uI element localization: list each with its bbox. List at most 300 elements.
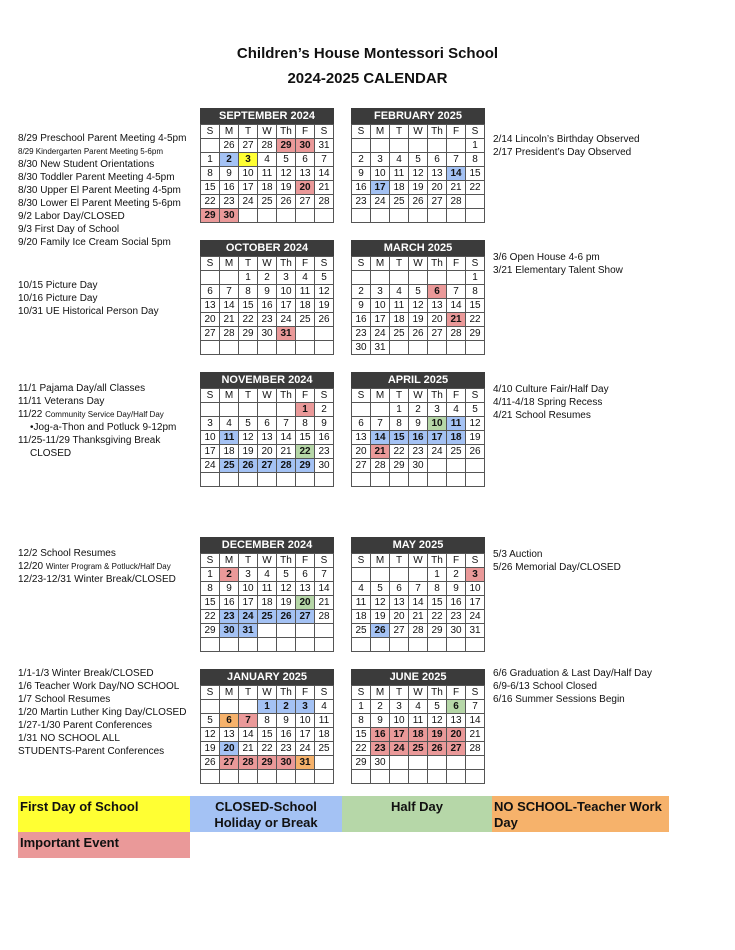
day-cell: 5 [277, 153, 296, 167]
note-line: 4/21 School Resumes [493, 410, 591, 421]
week-row [201, 327, 334, 341]
day-cell: 12 [371, 596, 390, 610]
week-row [201, 568, 334, 582]
day-cell: 8 [352, 714, 371, 728]
day-cell: 27 [296, 610, 315, 624]
empty-cell [220, 403, 239, 417]
day-cell: 24 [277, 313, 296, 327]
note-line: 5/3 Auction [493, 549, 543, 560]
day-cell: 9 [220, 167, 239, 181]
weekday-header: S [466, 125, 485, 139]
weekday-header: W [409, 125, 428, 139]
day-cell: 4 [258, 568, 277, 582]
empty-cell [296, 638, 315, 652]
note-line: 9/3 First Day of School [18, 224, 120, 235]
empty-cell [201, 638, 220, 652]
empty-cell [352, 403, 371, 417]
day-cell: 27 [220, 756, 239, 770]
day-cell: 17 [201, 445, 220, 459]
empty-cell [447, 271, 466, 285]
empty-cell [371, 139, 390, 153]
month-header: DECEMBER 2024 [200, 537, 334, 553]
note-line: STUDENTS-Parent Conferences [18, 746, 165, 757]
weekday-header: W [258, 125, 277, 139]
empty-cell [428, 638, 447, 652]
day-cell: 18 [258, 181, 277, 195]
day-cell: 22 [296, 445, 315, 459]
weekday-header: M [220, 257, 239, 271]
note-line: 9/2 Labor Day/CLOSED [18, 211, 125, 222]
day-cell: 20 [258, 445, 277, 459]
weekday-header: Th [428, 686, 447, 700]
empty-cell [466, 756, 485, 770]
weekday-header: S [315, 257, 334, 271]
empty-cell [447, 139, 466, 153]
day-cell: 28 [371, 459, 390, 473]
day-cell: 4 [296, 271, 315, 285]
day-cell: 5 [315, 271, 334, 285]
week-row [201, 139, 334, 153]
day-cell: 8 [466, 153, 485, 167]
week-row [201, 431, 334, 445]
day-cell: 4 [258, 153, 277, 167]
day-cell: 15 [201, 596, 220, 610]
day-cell: 28 [315, 610, 334, 624]
month-nov [200, 372, 334, 487]
weekday-header: S [315, 389, 334, 403]
month-oct [200, 240, 334, 355]
empty-cell [390, 568, 409, 582]
empty-cell [371, 473, 390, 487]
day-cell: 14 [466, 714, 485, 728]
notes-january [18, 667, 186, 758]
day-cell: 22 [466, 181, 485, 195]
month-header: APRIL 2025 [351, 372, 485, 388]
day-cell: 2 [277, 700, 296, 714]
day-cell: 29 [201, 624, 220, 638]
legend-closed: CLOSED-School Holiday or Break [190, 796, 342, 832]
day-cell: 5 [277, 568, 296, 582]
week-row [201, 181, 334, 195]
week-row [201, 610, 334, 624]
weekday-header: M [371, 554, 390, 568]
empty-cell [296, 327, 315, 341]
note-line: 2/17 President’s Day Observed [493, 147, 632, 158]
day-cell: 19 [239, 445, 258, 459]
weekday-header: S [315, 125, 334, 139]
day-cell: 16 [220, 181, 239, 195]
day-cell: 10 [371, 167, 390, 181]
day-cell: 8 [239, 285, 258, 299]
day-cell: 27 [390, 624, 409, 638]
weekday-header: S [466, 389, 485, 403]
day-cell: 20 [428, 313, 447, 327]
day-cell: 5 [466, 403, 485, 417]
day-cell: 10 [466, 582, 485, 596]
day-cell: 26 [277, 195, 296, 209]
day-cell: 21 [315, 181, 334, 195]
empty-cell [315, 341, 334, 355]
day-cell: 16 [352, 313, 371, 327]
day-cell: 3 [201, 417, 220, 431]
day-cell: 27 [239, 139, 258, 153]
day-cell: 26 [409, 327, 428, 341]
day-cell: 26 [239, 459, 258, 473]
empty-cell [239, 638, 258, 652]
day-cell: 13 [220, 728, 239, 742]
weekday-header: S [352, 686, 371, 700]
day-cell: 23 [315, 445, 334, 459]
day-cell: 17 [296, 728, 315, 742]
day-cell: 30 [352, 341, 371, 355]
day-cell: 25 [315, 742, 334, 756]
weekday-header: S [352, 257, 371, 271]
day-cell: 30 [447, 624, 466, 638]
day-cell: 15 [352, 728, 371, 742]
day-cell: 31 [371, 341, 390, 355]
empty-cell [258, 473, 277, 487]
empty-cell [352, 139, 371, 153]
day-cell: 11 [390, 167, 409, 181]
week-row [201, 473, 334, 487]
notes-august-september [18, 132, 186, 249]
day-cell: 27 [201, 327, 220, 341]
day-cell: 26 [201, 756, 220, 770]
day-cell: 18 [447, 431, 466, 445]
day-cell: 7 [277, 417, 296, 431]
day-cell: 11 [315, 714, 334, 728]
day-cell: 20 [296, 596, 315, 610]
empty-cell [409, 568, 428, 582]
week-row [201, 770, 334, 784]
week-row [201, 756, 334, 770]
weekday-header: S [466, 686, 485, 700]
weekday-header: F [447, 257, 466, 271]
weekday-header: Th [277, 389, 296, 403]
empty-cell [258, 341, 277, 355]
day-cell: 13 [296, 167, 315, 181]
week-row [352, 756, 485, 770]
note-line: 8/30 Lower El Parent Meeting 5-6pm [18, 198, 181, 209]
day-cell: 1 [258, 700, 277, 714]
empty-cell [201, 139, 220, 153]
empty-cell [428, 139, 447, 153]
day-cell: 5 [201, 714, 220, 728]
day-cell: 8 [466, 285, 485, 299]
day-cell: 29 [239, 327, 258, 341]
empty-cell [409, 756, 428, 770]
empty-cell [466, 770, 485, 784]
day-cell: 8 [390, 417, 409, 431]
day-cell: 18 [390, 313, 409, 327]
week-row [201, 714, 334, 728]
note-line: 8/30 Toddler Parent Meeting 4-5pm [18, 172, 175, 183]
empty-cell [428, 271, 447, 285]
day-cell: 11 [447, 417, 466, 431]
day-cell: 18 [315, 728, 334, 742]
day-cell: 13 [258, 431, 277, 445]
day-cell: 8 [428, 582, 447, 596]
day-cell: 23 [220, 610, 239, 624]
day-cell: 28 [447, 195, 466, 209]
empty-cell [371, 638, 390, 652]
note-line: 1/6 Teacher Work Day/NO SCHOOL [18, 681, 180, 692]
empty-cell [390, 473, 409, 487]
day-cell: 26 [277, 610, 296, 624]
day-cell: 10 [428, 417, 447, 431]
day-cell: 11 [390, 299, 409, 313]
day-cell: 2 [220, 568, 239, 582]
month-header: MARCH 2025 [351, 240, 485, 256]
empty-cell [428, 473, 447, 487]
day-cell: 21 [277, 445, 296, 459]
day-cell: 17 [371, 313, 390, 327]
notes-june [493, 667, 652, 706]
day-cell: 25 [409, 742, 428, 756]
empty-cell [315, 770, 334, 784]
day-cell: 20 [352, 445, 371, 459]
note-line: 4/11-4/18 Spring Recess [493, 397, 603, 408]
day-cell: 6 [390, 582, 409, 596]
empty-cell [409, 770, 428, 784]
day-cell: 28 [258, 139, 277, 153]
empty-cell [409, 209, 428, 223]
empty-cell [220, 700, 239, 714]
empty-cell [390, 209, 409, 223]
week-row [201, 417, 334, 431]
weekday-header: F [296, 125, 315, 139]
day-cell: 26 [466, 445, 485, 459]
day-cell: 2 [352, 153, 371, 167]
day-cell: 30 [371, 756, 390, 770]
day-cell: 16 [409, 431, 428, 445]
day-cell: 23 [352, 195, 371, 209]
day-cell: 28 [239, 756, 258, 770]
day-cell: 2 [352, 285, 371, 299]
note-line: 10/15 Picture Day [18, 280, 98, 291]
day-cell: 20 [447, 728, 466, 742]
day-cell: 19 [277, 181, 296, 195]
notes-march [493, 251, 623, 277]
day-cell: 25 [258, 610, 277, 624]
day-cell: 15 [390, 431, 409, 445]
empty-cell [315, 209, 334, 223]
day-cell: 12 [239, 431, 258, 445]
day-cell: 28 [220, 327, 239, 341]
week-row [201, 403, 334, 417]
day-cell: 22 [390, 445, 409, 459]
day-cell: 10 [390, 714, 409, 728]
empty-cell [239, 473, 258, 487]
note-line: 1/7 School Resumes [18, 694, 111, 705]
day-cell: 1 [201, 153, 220, 167]
empty-cell [201, 271, 220, 285]
day-cell: 6 [428, 285, 447, 299]
empty-cell [201, 341, 220, 355]
day-cell: 8 [258, 714, 277, 728]
day-cell: 23 [277, 742, 296, 756]
weekday-header: Th [277, 554, 296, 568]
empty-cell [466, 459, 485, 473]
day-cell: 4 [352, 582, 371, 596]
day-cell: 9 [258, 285, 277, 299]
day-cell: 17 [428, 431, 447, 445]
week-row [352, 167, 485, 181]
weekday-header: M [371, 125, 390, 139]
day-cell: 10 [239, 582, 258, 596]
empty-cell [201, 403, 220, 417]
day-cell: 3 [277, 271, 296, 285]
empty-cell [239, 770, 258, 784]
week-row [352, 714, 485, 728]
weekday-header: T [239, 554, 258, 568]
week-row [352, 285, 485, 299]
note-text: Community Service Day/Half Day [45, 410, 164, 419]
day-cell: 12 [201, 728, 220, 742]
month-feb [351, 108, 485, 223]
weekday-header: Th [428, 389, 447, 403]
weekday-header: T [239, 686, 258, 700]
month-header: FEBRUARY 2025 [351, 108, 485, 124]
day-cell: 20 [296, 181, 315, 195]
note-line: 11/25-11/29 Thanksgiving Break [18, 435, 161, 446]
day-cell: 9 [352, 167, 371, 181]
day-cell: 25 [220, 459, 239, 473]
weekday-header: T [239, 389, 258, 403]
day-cell: 1 [428, 568, 447, 582]
week-row [201, 445, 334, 459]
weekday-header: F [447, 125, 466, 139]
day-cell: 20 [390, 610, 409, 624]
empty-cell [447, 459, 466, 473]
week-row [201, 341, 334, 355]
weekday-header: T [390, 686, 409, 700]
day-cell: 15 [239, 299, 258, 313]
week-row [352, 742, 485, 756]
day-cell: 9 [371, 714, 390, 728]
day-cell: 24 [371, 195, 390, 209]
note-line: 1/31 NO SCHOOL ALL [18, 733, 120, 744]
day-cell: 7 [315, 153, 334, 167]
empty-cell [447, 638, 466, 652]
day-cell: 19 [466, 431, 485, 445]
day-cell: 28 [466, 742, 485, 756]
weekday-header: M [371, 686, 390, 700]
day-cell: 19 [277, 596, 296, 610]
day-cell: 18 [296, 299, 315, 313]
page-title: Children’s House Montessori School [236, 45, 499, 62]
month-header: NOVEMBER 2024 [200, 372, 334, 388]
day-cell: 13 [447, 714, 466, 728]
day-cell: 3 [239, 568, 258, 582]
day-cell: 26 [409, 195, 428, 209]
day-cell: 23 [409, 445, 428, 459]
day-cell: 27 [296, 195, 315, 209]
day-cell: 23 [352, 327, 371, 341]
day-cell: 22 [258, 742, 277, 756]
weekday-header: S [315, 686, 334, 700]
weekday-header: S [201, 125, 220, 139]
day-cell: 17 [239, 181, 258, 195]
weekday-header: F [296, 389, 315, 403]
day-cell: 3 [428, 403, 447, 417]
note-line: •Jog-a-Thon and Potluck 9-12pm [30, 422, 177, 433]
day-cell: 16 [447, 596, 466, 610]
note-line: 8/29 Kindergarten Parent Meeting 5-6pm [18, 147, 163, 156]
day-cell: 6 [447, 700, 466, 714]
day-cell: 26 [220, 139, 239, 153]
week-row [201, 153, 334, 167]
empty-cell [409, 638, 428, 652]
day-cell: 2 [409, 403, 428, 417]
day-cell: 6 [258, 417, 277, 431]
weekday-header: W [409, 389, 428, 403]
weekday-header: T [239, 257, 258, 271]
legend-half-day: Half Day [342, 796, 492, 832]
day-cell: 30 [315, 459, 334, 473]
day-cell: 1 [466, 139, 485, 153]
weekday-header: F [296, 554, 315, 568]
week-row [352, 445, 485, 459]
weekday-header: S [201, 686, 220, 700]
note-line: 9/20 Family Ice Cream Social 5pm [18, 237, 171, 248]
legend-no-school: NO SCHOOL-Teacher Work Day [492, 796, 669, 832]
week-row [201, 582, 334, 596]
weekday-header: Th [428, 257, 447, 271]
weekday-header: F [296, 257, 315, 271]
day-cell: 9 [220, 582, 239, 596]
month-header: JUNE 2025 [351, 669, 485, 685]
day-cell: 16 [277, 728, 296, 742]
legend-important-event: Important Event [18, 832, 190, 858]
week-row [352, 195, 485, 209]
note-line: 5/26 Memorial Day/CLOSED [493, 562, 621, 573]
note-line: 8/29 Preschool Parent Meeting 4-5pm [18, 133, 187, 144]
day-cell: 23 [447, 610, 466, 624]
day-cell: 3 [371, 153, 390, 167]
day-cell: 28 [277, 459, 296, 473]
day-cell: 25 [447, 445, 466, 459]
month-mar [351, 240, 485, 355]
day-cell: 27 [428, 195, 447, 209]
empty-cell [220, 271, 239, 285]
day-cell: 30 [409, 459, 428, 473]
empty-cell [352, 568, 371, 582]
day-cell: 30 [220, 209, 239, 223]
day-cell: 13 [390, 596, 409, 610]
day-cell: 13 [201, 299, 220, 313]
week-row [352, 568, 485, 582]
weekday-header: S [352, 389, 371, 403]
day-cell: 7 [220, 285, 239, 299]
weekday-header: W [409, 257, 428, 271]
day-cell: 11 [258, 167, 277, 181]
note-line: 1/1-1/3 Winter Break/CLOSED [18, 668, 154, 679]
day-cell: 11 [258, 582, 277, 596]
day-cell: 10 [201, 431, 220, 445]
week-row [352, 341, 485, 355]
day-cell: 1 [352, 700, 371, 714]
day-cell: 11 [409, 714, 428, 728]
note-line: 11/1 Pajama Day/all Classes [18, 383, 146, 394]
empty-cell [239, 209, 258, 223]
empty-cell [409, 473, 428, 487]
day-cell: 18 [258, 596, 277, 610]
day-cell: 20 [428, 181, 447, 195]
note-line: 6/9-6/13 School Closed [493, 681, 597, 692]
month-apr [351, 372, 485, 487]
weekday-header: M [220, 125, 239, 139]
